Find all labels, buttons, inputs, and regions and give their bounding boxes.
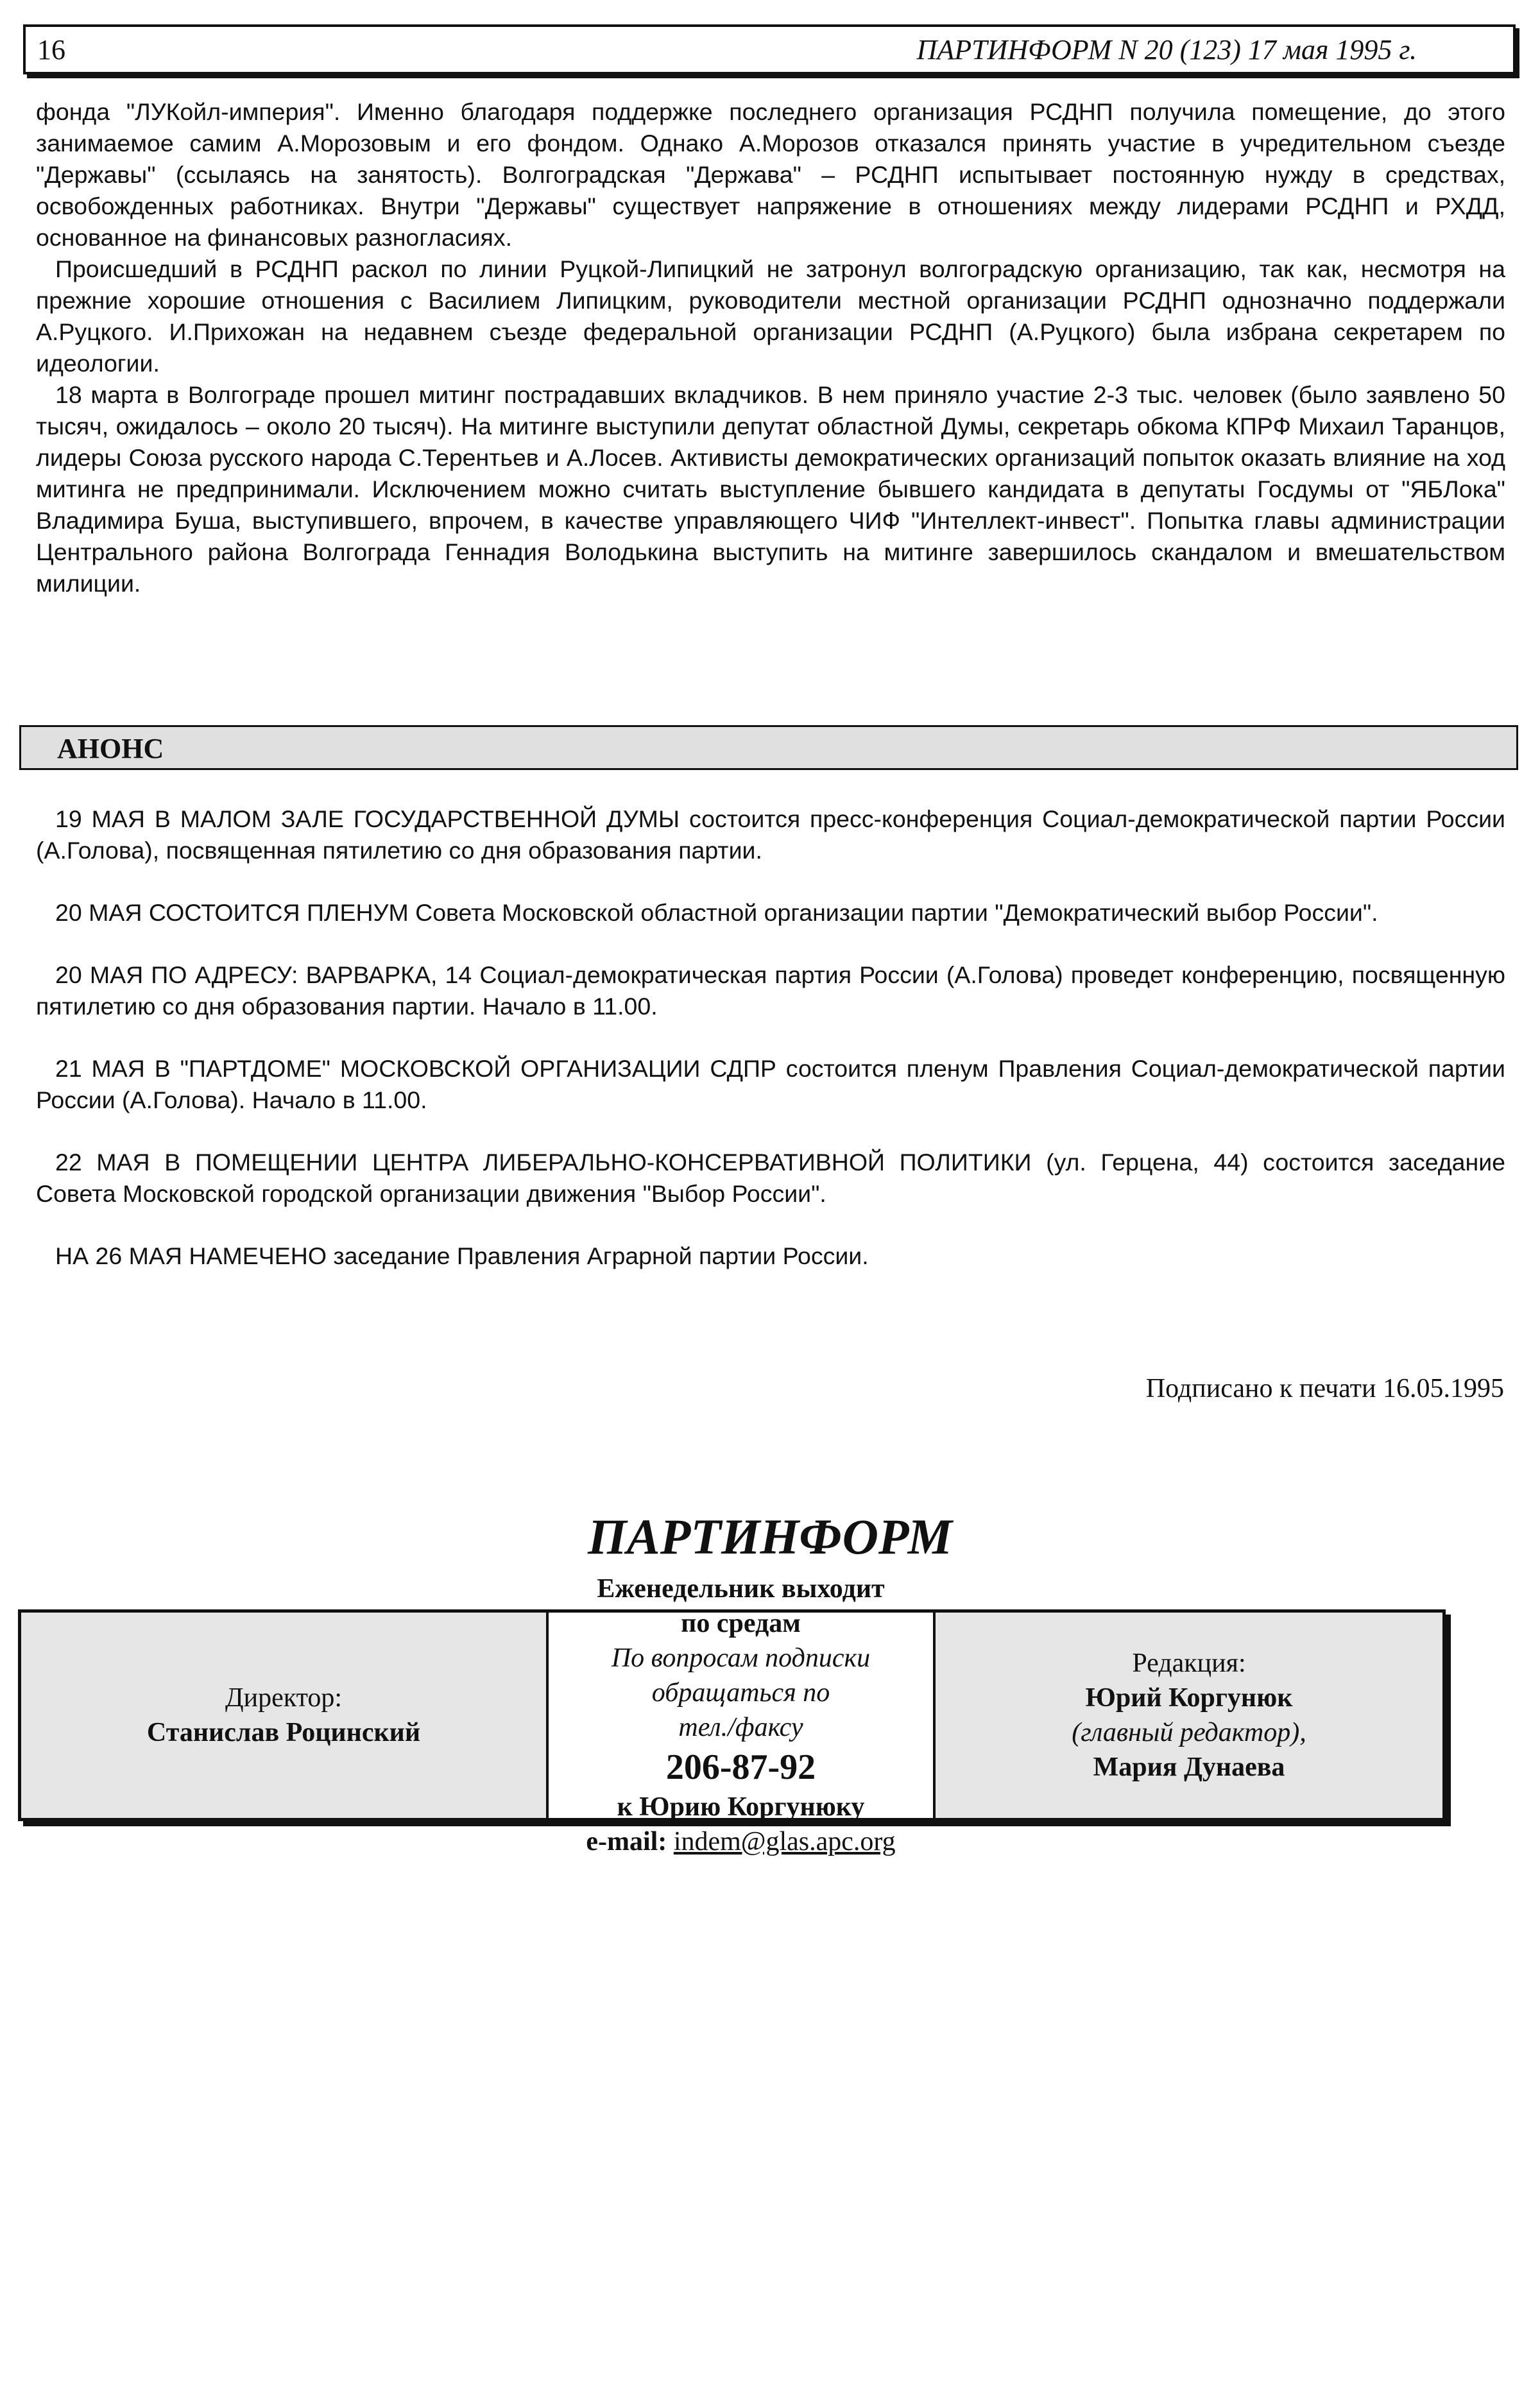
section-header	[19, 725, 1518, 770]
announcement-item: НА 26 МАЯ НАМЕЧЕНО заседание Правления Аграрной партии России.	[55, 1242, 869, 1269]
announcement-item: 20 МАЯ СОСТОИТСЯ ПЛЕНУМ Совета Московской областной организации партии "Демократический выбор России".	[55, 899, 1378, 926]
article-paragraph: Происшедший в РСДНП раскол по линии Руцкой-Липицкий не затронул волгоградскую организацию, так как, несмотря на прежние хорошие отношения с Василием Липицким, руководители местной организации РСДНП однозначно поддержали А.Руцкого. И.Прихожан на недавнем съезде федеральной организации РСДНП (А.Руцкого) была избрана секретарем по идеологии.	[36, 255, 1505, 377]
weekly-line: Еженедельник выходит	[597, 1574, 885, 1604]
announcements-list	[36, 803, 1505, 1303]
announcement-item: 21 МАЯ В "ПАРТДОМЕ" МОСКОВСКОЙ ОРГАНИЗАЦИИ СДПР состоится пленум Правления Социал-демократической партии России (А.Голова). Начало в 11.00.	[36, 1055, 1505, 1113]
director-name: Станислав Роцинский	[146, 1718, 421, 1747]
article-paragraph: 18 марта в Волгограде прошел митинг пострадавших вкладчиков. В нем приняло участие 2-3 тыс. человек (было заявлено 50 тысяч, ожидалось – около 20 тысяч). На митинге выступили депутат областной Думы, секретарь обкома КПРФ Михаил Таранцов, лидеры Союза русского народа С.Терентьев и А.Лосев. Активисты демократических организаций попыток оказать влияние на ход митинга не предпринимали. Исключением можно считать выступление бывшего кандидата в депутаты Госдумы от "ЯБЛока" Владимира Буша, выступившего, впрочем, в качестве управляющего ЧИФ "Интеллект-инвест". Попытка главы администрации Центрального района Волгограда Геннадия Володькина выступить на митинге завершилось скандалом и вмешательством милиции.	[36, 381, 1505, 597]
page-number: 16	[37, 34, 65, 65]
email-label: e-mail:	[586, 1827, 667, 1856]
subscription-line: По вопросам подписки	[611, 1643, 871, 1673]
director-label: Директор:	[225, 1683, 343, 1713]
page-header	[23, 24, 1516, 74]
section-title: АНОНС	[57, 733, 164, 764]
announcement-item: 22 МАЯ В ПОМЕЩЕНИИ ЦЕНТРА ЛИБЕРАЛЬНО-КОНСЕРВАТИВНОЙ ПОЛИТИКИ (ул. Герцена, 44) состоится заседание Совета Московской городской организации движения "Выбор России".	[36, 1149, 1505, 1207]
article-body	[36, 96, 1505, 599]
weekly-line: по средам	[681, 1609, 801, 1638]
editor-role: (главный редактор),	[1072, 1718, 1306, 1747]
subscription-cell	[549, 1574, 936, 1856]
subscription-line: тел./факсу	[678, 1713, 803, 1742]
imprint-table	[18, 1574, 1446, 1856]
announcement-item: 20 МАЯ ПО АДРЕСУ: ВАРВАРКА, 14 Социал-демократическая партия России (А.Голова) проведет конференцию, посвященную пятилетию со дня образования партии. Начало в 11.00.	[36, 961, 1505, 1020]
contact-person: к Юрию Коргунюку	[617, 1792, 865, 1822]
editor-name: Юрий Коргунюк	[1085, 1683, 1293, 1713]
editorial-label: Редакция:	[1132, 1649, 1246, 1678]
article-paragraph: фонда "ЛУКойл-империя". Именно благодаря поддержке последнего организация РСДНП получила помещение, до этого занимаемое самим А.Морозовым и его фондом. Однако А.Морозов отказался принять участие в учредительном съезде "Державы" (ссылаясь на занятость). Волгоградская "Держава" – РСДНП испытывает постоянную нужду в средствах, освобожденных работниках. Внутри "Державы" существует напряжение в отношениях между лидерами РСДНП и РХДД, основанное на финансовых разногласиях.	[36, 98, 1505, 251]
director-cell	[21, 1613, 549, 1818]
subscription-line: обращаться по	[651, 1678, 830, 1708]
phone-number: 206-87-92	[665, 1747, 816, 1787]
masthead-title: ПАРТИНФОРМ	[588, 1509, 952, 1564]
editorial-cell	[936, 1613, 1442, 1818]
signed-to-print: Подписано к печати 16.05.1995	[1145, 1374, 1504, 1403]
announcement-item: 19 МАЯ В МАЛОМ ЗАЛЕ ГОСУДАРСТВЕННОЙ ДУМЫ состоится пресс-конференция Социал-демократической партии России (А.Голова), посвященная пятилетию со дня образования партии.	[36, 805, 1505, 864]
issue-title: ПАРТИНФОРМ N 20 (123) 17 мая 1995 г.	[916, 34, 1417, 65]
editor2-name: Мария Дунаева	[1093, 1752, 1285, 1782]
email-link[interactable]: indem@glas.apc.org	[673, 1827, 896, 1856]
